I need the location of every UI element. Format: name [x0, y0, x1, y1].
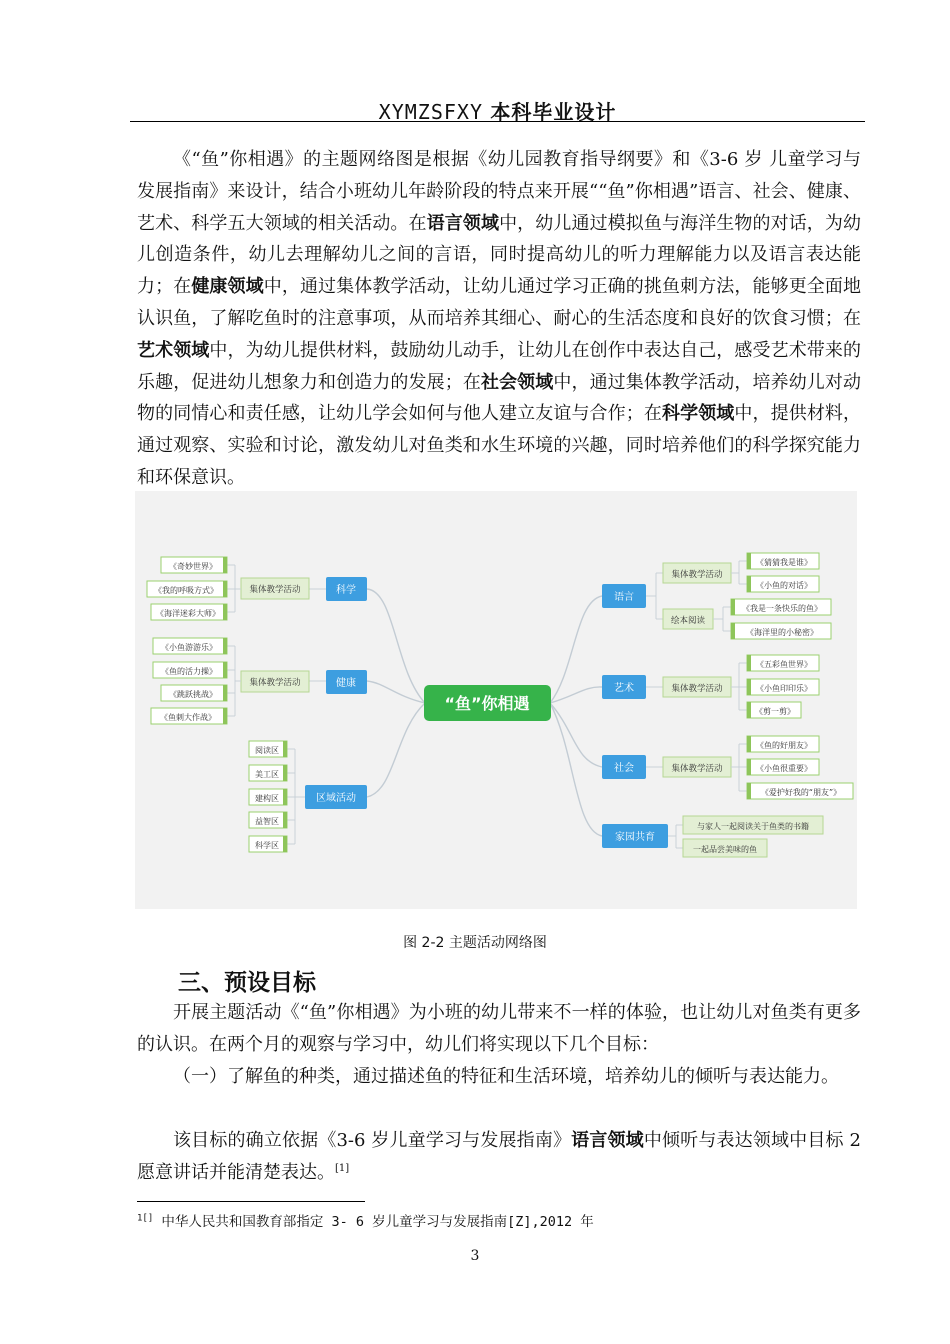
svg-text:社会: 社会: [614, 763, 634, 774]
mind-map: [135, 491, 857, 909]
svg-text:语言: 语言: [614, 592, 634, 603]
header-title: 本科毕业设计: [490, 100, 617, 124]
header-rule: [130, 121, 865, 122]
area-leaf: 阅读区: [255, 746, 279, 755]
science-leaf: 《我的呼吸方式》: [154, 586, 218, 595]
footnote: [137, 1210, 594, 1230]
page-number: 3: [470, 1248, 480, 1264]
footnote-mark: 1[]: [137, 1213, 154, 1224]
theme-network-figure: [135, 491, 857, 909]
society-leaf: 《小鱼很重要》: [756, 764, 812, 773]
svg-text:集体教学活动: 集体教学活动: [671, 570, 723, 580]
svg-text:集体教学活动: 集体教学活动: [249, 585, 301, 595]
bold-language-domain: 语言领域: [426, 212, 500, 234]
area-leaf: 建构区: [255, 794, 279, 803]
language-leaf: 《我是一条快乐的鱼》: [742, 604, 822, 613]
svg-text:艺术: 艺术: [614, 683, 634, 694]
language-leaf: 《海洋里的小秘密》: [746, 628, 818, 637]
health-leaf: 《鱼的活力操》: [161, 667, 217, 676]
art-leaf: 《剪一剪》: [755, 707, 795, 716]
svg-text:绘本阅读: 绘本阅读: [670, 616, 706, 626]
section-title: 三、预设目标: [178, 970, 316, 996]
society-leaf: 《鱼的好朋友》: [756, 741, 812, 750]
health-leaf: 《小鱼游游乐》: [161, 643, 217, 652]
svg-text:区域活动: 区域活动: [316, 793, 356, 804]
health-leaf: 《鱼刺大作战》: [160, 713, 216, 722]
header-code: XYMZSFXY: [378, 100, 483, 124]
health-leaf: 《跳跃挑战》: [169, 690, 217, 699]
goals-intro-paragraph: 开展主题活动《“鱼”你相遇》为小班的幼儿带来不一样的体验，也让幼儿对鱼类有更多的认识。在两个月的观察与学习中，幼儿们将实现以下几个目标：: [137, 1002, 861, 1055]
svg-text:科学: 科学: [336, 585, 356, 596]
intro-paragraph: 《“鱼”你相遇》的主题网络图是根据《幼儿园教育指导纲要》和《3-6 岁 儿童学习与发展指南》来设计，结合小班幼儿年龄阶段的特点来开展““鱼”你相遇”语言、社会、健康、艺术、科学五大领域的相关活动。在语言领域中，幼儿通过模拟鱼与海洋生物的对话，为幼儿创造条件，幼儿去理解幼儿之间的言语，同时提高幼儿的听力理解能力以及语言表达能力；在健康领域中，通过集体教学活动，让幼儿通过学习正确的挑鱼刺方法，能够更全面地认识鱼，了解吃鱼时的注意事项，从而培养其细心、耐心的生活态度和良好的饮食习惯；在艺术领域中，为幼儿提供材料，鼓励幼儿动手，让幼儿在创作中表达自己，感受艺术带来的乐趣，促进幼儿想象力和创造力的发展；在社会领域中，通过集体教学活动，培养幼儿对动物的同情心和责任感，让幼儿学会如何与他人建立友谊与合作；在科学领域中，提供材料，通过观察、实验和讨论，激发幼儿对鱼类和水生环境的兴趣，同时培养他们的科学探究能力和环保意识。: [137, 149, 862, 488]
goal-one-paragraph: （一）了解鱼的种类，通过描述鱼的特征和生活环境，培养幼儿的倾听与表达能力。: [173, 1066, 839, 1087]
science-leaf: 《海洋迷彩大师》: [156, 609, 220, 618]
svg-text:集体教学活动: 集体教学活动: [671, 764, 723, 774]
language-leaf: 《小鱼的对话》: [756, 581, 812, 590]
society-leaf: 《爱护好我的“朋友”》: [760, 788, 842, 797]
svg-text:家园共育: 家园共育: [615, 832, 655, 843]
center-label: “鱼”你相遇: [444, 694, 530, 713]
bold-art-domain: 艺术领域: [137, 339, 210, 361]
science-leaf: 《奇妙世界》: [169, 562, 217, 571]
figure-caption: 图 2-2 主题活动网络图: [403, 935, 547, 951]
area-leaf: 美工区: [255, 770, 279, 779]
bold-society-domain: 社会领域: [480, 371, 554, 393]
footnote-rule: [137, 1201, 365, 1202]
citation-ref[interactable]: [1]: [335, 1162, 350, 1174]
area-leaf: 科学区: [255, 841, 279, 850]
language-leaf: 《猜猜我是谁》: [756, 558, 812, 567]
bold-science-domain: 科学领域: [661, 403, 735, 425]
svg-text:一起品尝美味的鱼: 一起品尝美味的鱼: [693, 845, 757, 854]
svg-text:与家人一起阅读关于鱼类的书籍: 与家人一起阅读关于鱼类的书籍: [697, 822, 809, 831]
area-leaf: 益智区: [255, 817, 279, 826]
footnote-text: 中华人民共和国教育部指定 3- 6 岁儿童学习与发展指南[Z],2012 年: [153, 1214, 594, 1230]
goal-basis-paragraph: 该目标的确立依据《3-6 岁儿童学习与发展指南》语言领域中倾听与表达领域中目标 2 愿意讲话并能清楚表达。[1]: [137, 1130, 861, 1183]
bold-health-domain: 健康领域: [191, 276, 264, 298]
art-leaf: 《五彩鱼世界》: [756, 660, 812, 669]
svg-text:集体教学活动: 集体教学活动: [249, 678, 301, 688]
bold-language-domain-2: 语言领域: [571, 1130, 644, 1151]
art-leaf: 《小鱼印印乐》: [756, 684, 812, 693]
svg-text:健康: 健康: [336, 678, 356, 689]
svg-text:集体教学活动: 集体教学活动: [671, 684, 723, 694]
